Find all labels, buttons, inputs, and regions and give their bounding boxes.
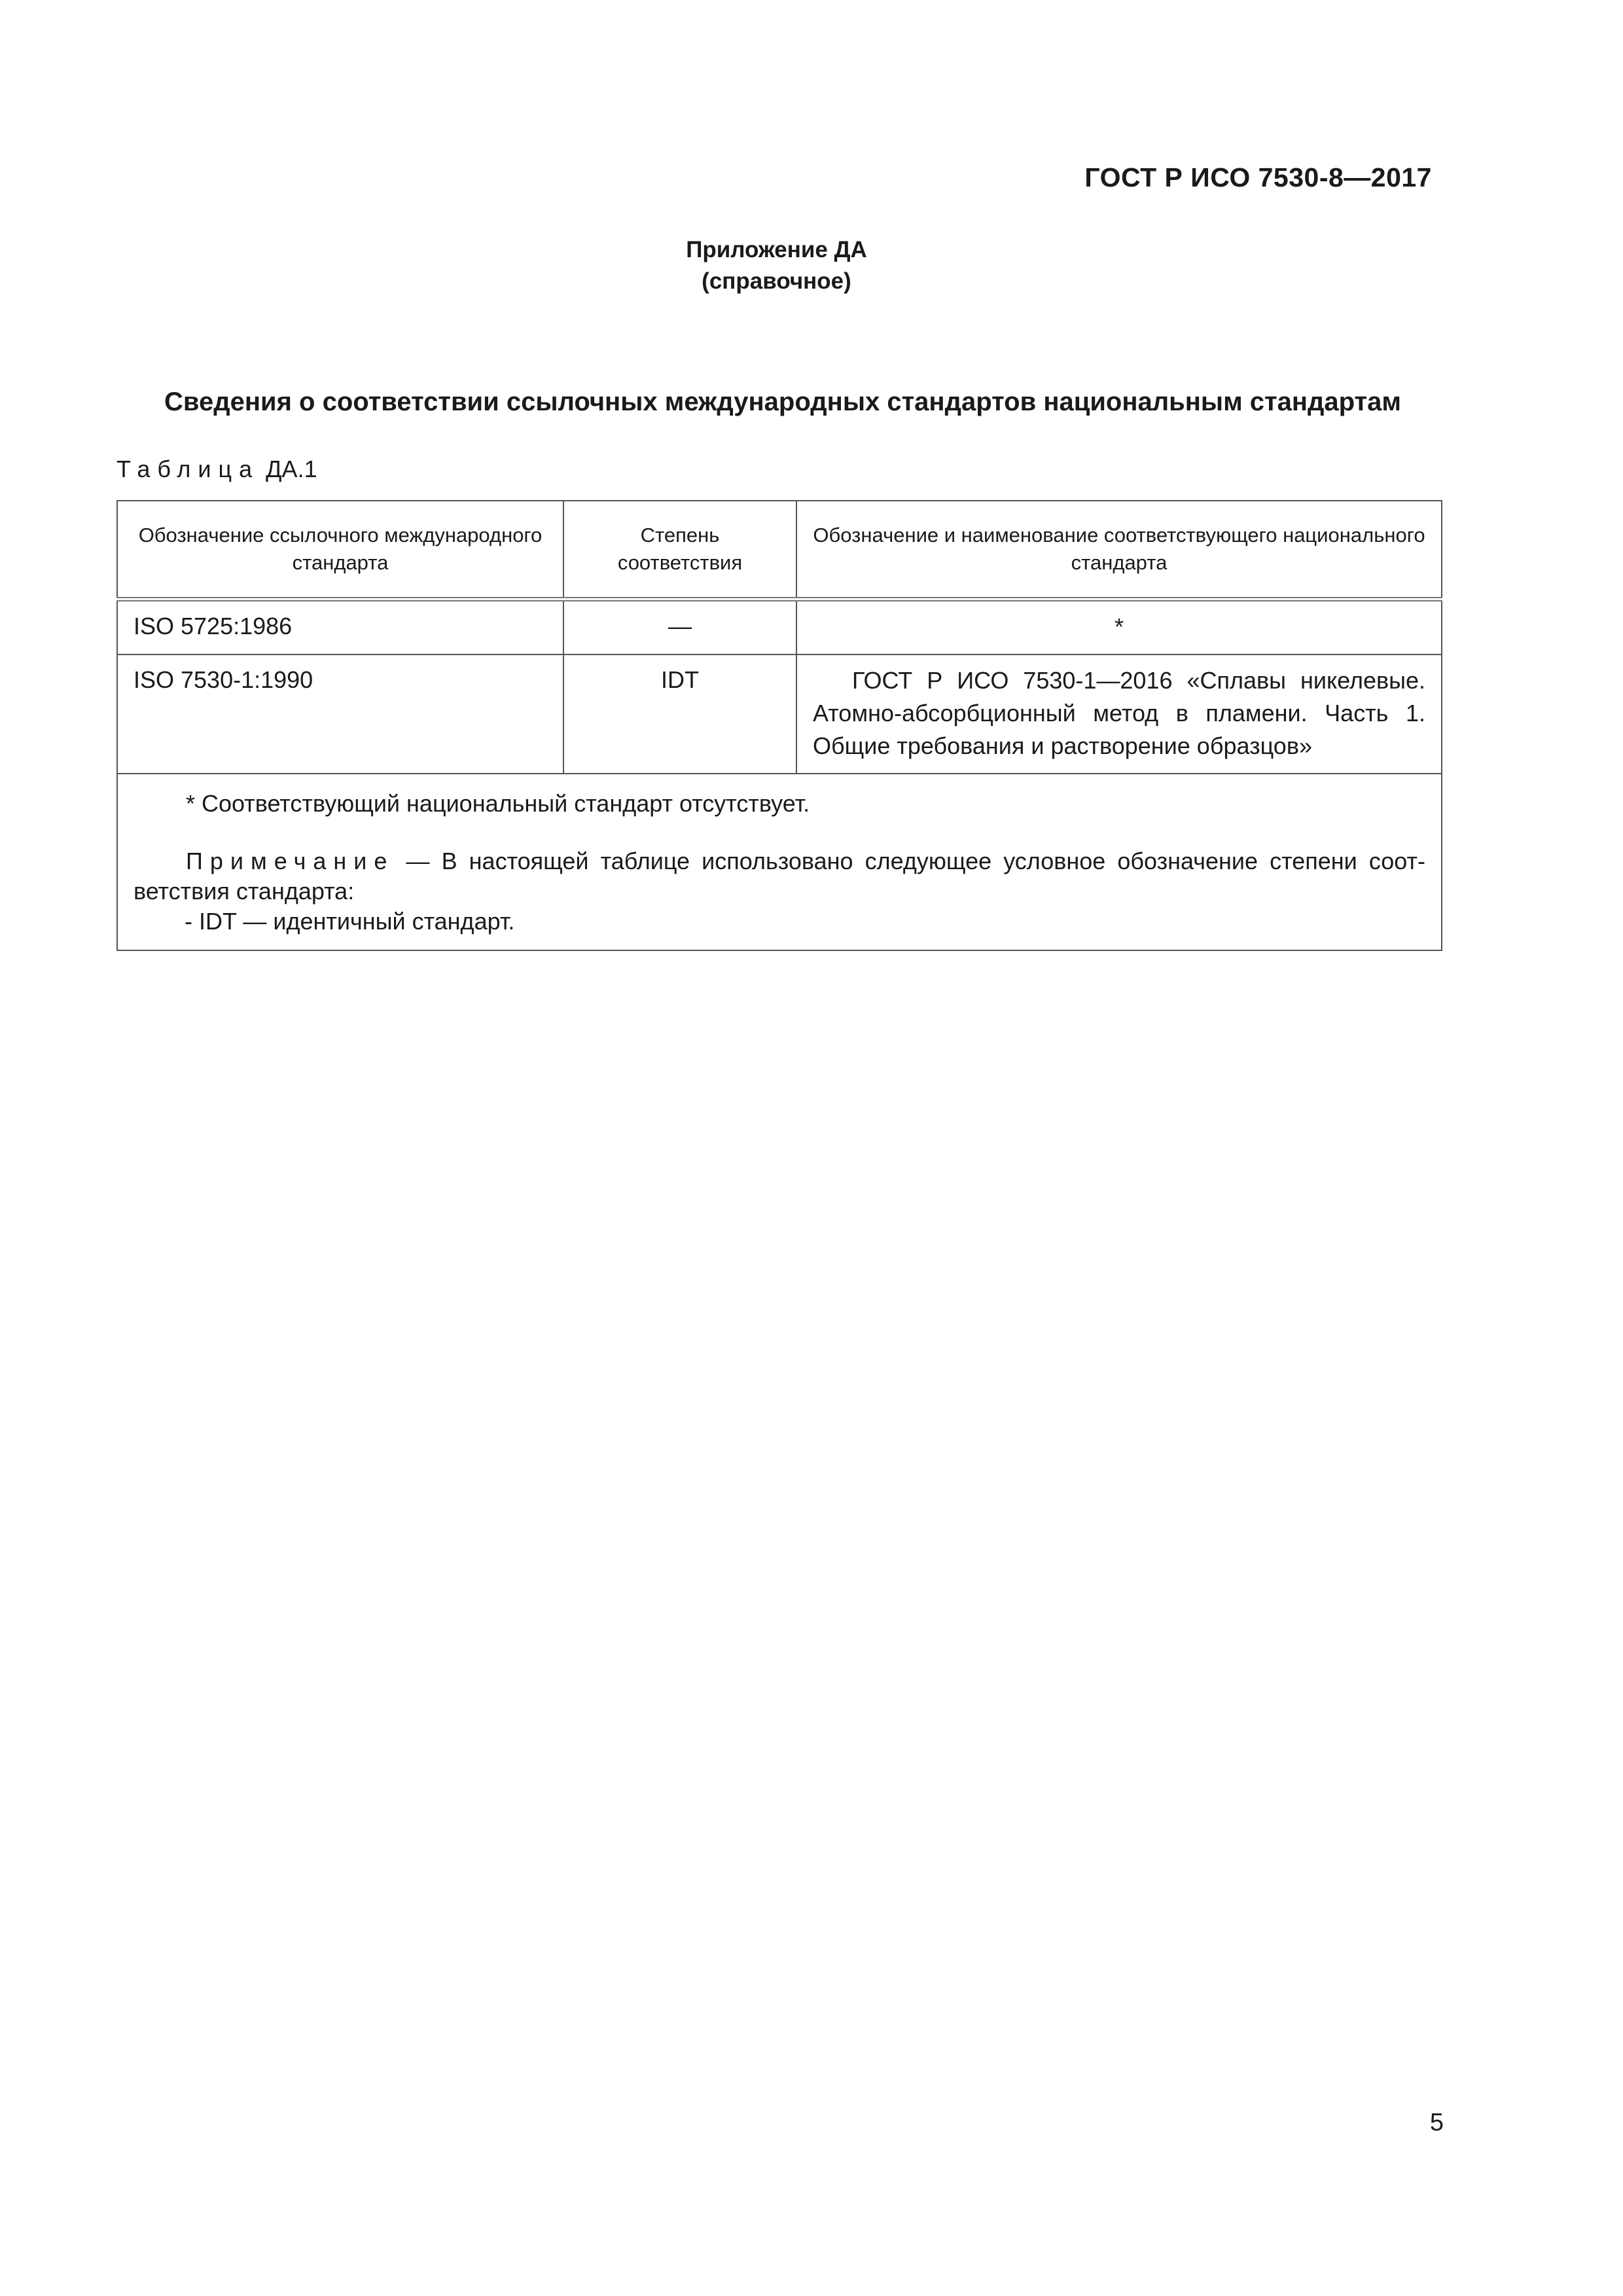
- header-international-standard: Обозначение ссылочного международного стандарта: [117, 501, 563, 600]
- cell-national-standard: *: [796, 600, 1442, 655]
- table-row: [117, 655, 1442, 774]
- header-degree-of-correspondence: Степень соответствия: [563, 501, 796, 600]
- note-item: - IDT — идентичный стандарт.: [185, 908, 515, 935]
- table-footnote: * Соответствующий национальный стандарт отсутствует.: [186, 790, 810, 817]
- cell-international-code: ISO 7530-1:1990: [117, 655, 563, 774]
- table-caption: [116, 456, 317, 483]
- cell-degree: IDT: [563, 655, 796, 774]
- table-caption-label: Таблица: [116, 456, 260, 482]
- annex-title: Приложение ДА: [686, 237, 867, 262]
- document-code: ГОСТ Р ИСО 7530-8—2017: [1084, 162, 1432, 192]
- annex-heading: [0, 234, 1553, 297]
- header-national-standard: Обозначение и наименование соответствующего национального стандарта: [796, 501, 1442, 600]
- table-note: [134, 846, 1425, 906]
- table-header-row: [117, 501, 1442, 600]
- section-title: Сведения о соответствии ссылочных международных стандартов национальным стандартам: [164, 387, 1401, 416]
- table-caption-number: ДА.1: [266, 456, 317, 482]
- page-number: 5: [1429, 2109, 1444, 2136]
- cell-degree: —: [563, 600, 796, 655]
- note-text: — В настоящей таблице использовано следующее условное обозначение степени соответствия стандарта:: [134, 848, 1425, 905]
- annex-subtitle: (справочное): [702, 268, 851, 294]
- note-label: Примечание: [186, 848, 395, 874]
- cell-national-standard: ГОСТ Р ИСО 7530-1—2016 «Сплавы никелевые. Атомно-абсорбционный метод в пламени. Часть 1. Общие требования и растворение образцов»: [796, 655, 1442, 774]
- cell-international-code: ISO 5725:1986: [117, 600, 563, 655]
- table-row: [117, 600, 1442, 655]
- correspondence-table: [116, 500, 1442, 951]
- table-notes: [117, 774, 1442, 950]
- table-notes-row: [117, 774, 1442, 950]
